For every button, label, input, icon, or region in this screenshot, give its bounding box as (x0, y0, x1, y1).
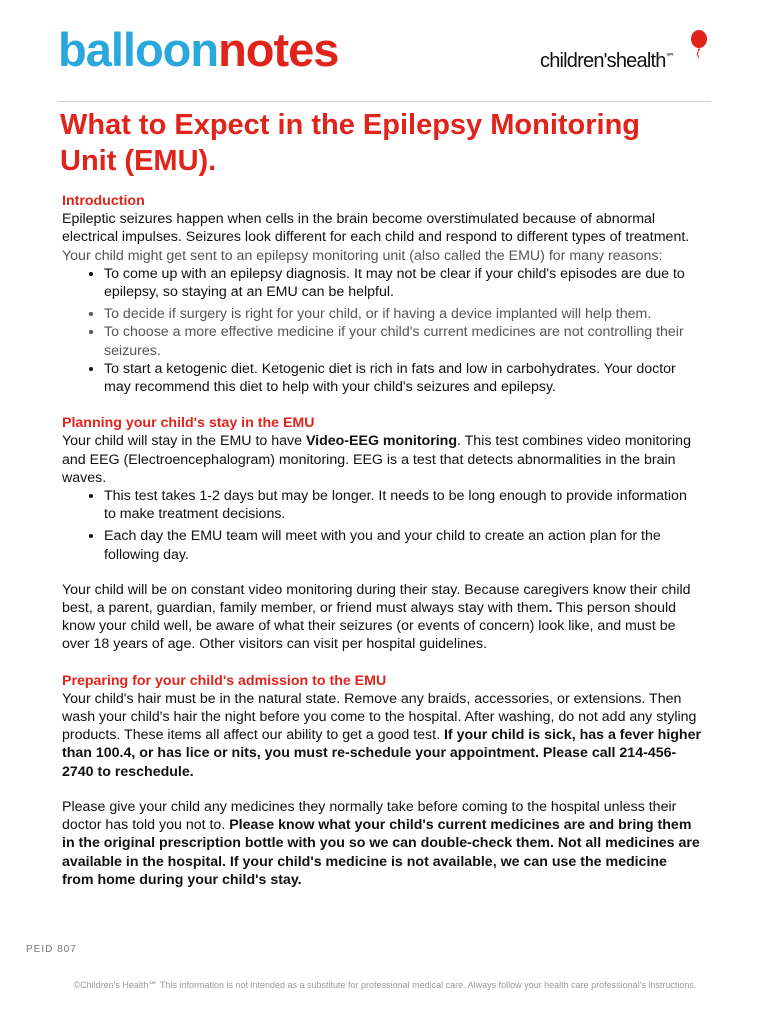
logo-word-balloon: balloon (58, 23, 219, 76)
logo-text: children'shealth (540, 50, 666, 72)
list-item: • To come up with an epilepsy diagnosis. It may not be clear if your child's episodes are due to epilepsy, so staying at an EMU can be helpful. (104, 265, 702, 301)
list-item: • Each day the EMU team will meet with you and your child to create an action plan for the following day. (104, 527, 702, 563)
balloonnotes-logo (58, 23, 339, 76)
list-item: • To start a ketogenic diet. Ketogenic diet is rich in fats and low in carbohydrates. Your doctor may recommend this diet to help with your child's seizures and epilepsy. (104, 360, 702, 396)
planning-list (62, 487, 702, 564)
monitoring-paragraph (62, 581, 702, 654)
list-item: • To decide if surgery is right for your child, or if having a device implanted will help them. (104, 305, 702, 323)
monitoring-text-cont: This person should know your child well, be aware of what their seizures (or events of concern) look like, and must be over 18 years of age. Other visitors can visit per hospital guidelines. (62, 600, 677, 653)
medicines-text-bold: Please know what your child's current medicines are and bring them in the original prescription bottle with you so we can double-check them. Not all medicines are available in the hospital. If your child's medicine is not available, we can use the medicine from home during your child's stay. (62, 817, 700, 888)
planning-heading: Planning your child's stay in the EMU (62, 415, 315, 432)
intro-text-reasons: Your child might get sent to an epilepsy monitoring unit (also called the EMU) for many reasons: (62, 247, 663, 264)
document-body (62, 192, 702, 889)
preparing-text: Your child's hair must be in the natural state. Remove any braids, accessories, or extensions. Then wash your child's hair the night before you come to the hospital. After washing, do not add any styling products. These items all affect our ability to get a good test. (62, 690, 697, 744)
planning-text: Your child will stay in the EMU to have (62, 433, 306, 450)
list-item: • To choose a more effective medicine if your child's current medicines are not controlling their seizures. (104, 323, 702, 359)
service-mark: ℠ (665, 51, 674, 62)
intro-paragraph (62, 210, 702, 265)
footer-disclaimer: ©Children's Health℠ This information is not intended as a substitute for professional medical care. Always follow your health care professional's instructions. (73, 980, 697, 990)
planning-paragraph (62, 432, 702, 487)
medicines-text: Please give your child any medicines they normally take before coming to the hospital unless their doctor has told you not to. (62, 798, 677, 834)
list-item: • This test takes 1-2 days but may be longer. It needs to be long enough to provide information to make treatment decisions. (104, 487, 702, 523)
preparing-heading: Preparing for your child's admission to the EMU (62, 672, 387, 689)
logo-word-notes: notes (218, 23, 339, 76)
intro-heading: Introduction (62, 193, 145, 209)
childrens-health-wordmark (540, 50, 674, 73)
intro-reasons-list (62, 265, 702, 396)
document-id: PEID 807 (26, 944, 77, 955)
monitoring-text-bold: . (548, 600, 553, 617)
planning-text-bold: Video-EEG monitoring (305, 433, 458, 450)
header-divider (58, 101, 711, 102)
monitoring-text: Your child will be on constant video monitoring during their stay. Because caregivers know their child best, a parent, guardian, family member, or friend must always stay with them (62, 581, 691, 617)
medicines-paragraph (62, 798, 702, 889)
balloon-icon (690, 30, 708, 58)
planning-text-cont: . This test combines video monitoring and EEG (Electroencephalogram) monitoring. EEG is a test that detects abnormalities in the brain waves. (62, 433, 691, 486)
childrens-health-logo (540, 30, 720, 76)
preparing-text-bold: If your child is sick, has a fever higher than 100.4, or has lice or nits, you must re-schedule your appointment. Please call 214-456-2740 to reschedule. (62, 727, 702, 780)
preparing-paragraph (62, 690, 702, 781)
intro-text: Epileptic seizures happen when cells in the brain become overstimulated because of abnormal electrical impulses. Seizures look different for each child and respond to different types of treatment. (62, 211, 690, 246)
page-title: What to Expect in the Epilepsy Monitoring Unit (EMU). (60, 109, 641, 177)
